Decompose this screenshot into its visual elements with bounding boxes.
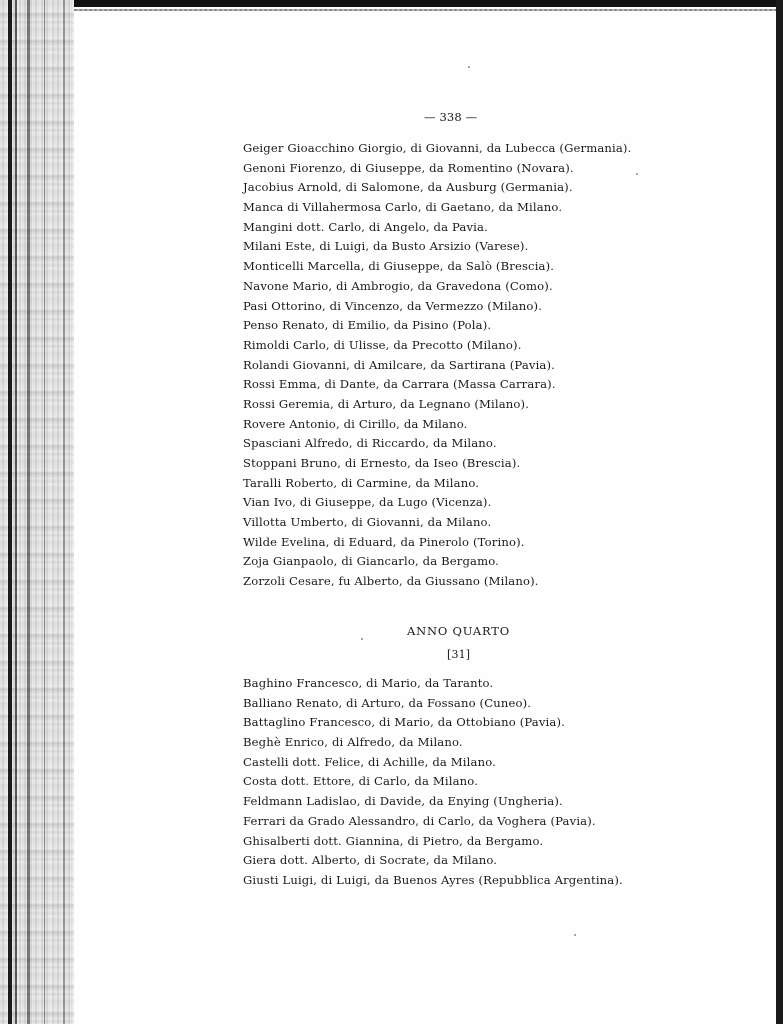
book-binding: [0, 0, 74, 1024]
page-number: — 338 —: [424, 110, 478, 124]
list-item: Jacobius Arnold, di Salomone, da Ausburg (Germania).: [243, 180, 573, 195]
list-item: Vian Ivo, di Giuseppe, da Lugo (Vicenza).: [243, 495, 492, 510]
scan-speck: [574, 934, 576, 936]
list-item: Penso Renato, di Emilio, da Pisino (Pola).: [243, 318, 492, 333]
section-count: [31]: [447, 648, 471, 661]
list-item: Feldmann Ladislao, di Davide, da Enying (Ungheria).: [243, 794, 563, 809]
list-item: Rossi Emma, di Dante, da Carrara (Massa Carrara).: [243, 377, 556, 392]
list-item: Taralli Roberto, di Carmine, da Milano.: [243, 475, 480, 490]
list-item: Costa dott. Ettore, di Carlo, da Milano.: [243, 774, 479, 789]
list-item: Geiger Gioacchino Giorgio, di Giovanni, da Lubecca (Germania).: [243, 141, 632, 155]
list-item: Navone Mario, di Ambrogio, da Gravedona (Como).: [243, 278, 553, 293]
scan-speck: [468, 66, 470, 68]
list-item: Giera dott. Alberto, di Socrate, da Milano.: [243, 853, 498, 868]
scan-top-rule: [70, 9, 783, 11]
list-item: Rimoldi Carlo, di Ulisse, da Precotto (Milano).: [243, 337, 522, 352]
list-item: Villotta Umberto, di Giovanni, da Milano.: [243, 515, 492, 530]
list-item: Milani Este, di Luigi, da Busto Arsizio (Varese).: [243, 239, 529, 254]
list-item: Ghisalberti dott. Giannina, di Pietro, da Bergamo.: [243, 833, 544, 848]
scan-right-edge: [776, 0, 783, 1024]
list-item: Manca di Villahermosa Carlo, di Gaetano, da Milano.: [243, 200, 563, 215]
list-item: Zorzoli Cesare, fu Alberto, da Giussano (Milano).: [243, 574, 539, 589]
list-item: Genoni Fiorenzo, di Giuseppe, da Romentino (Novara).: [243, 160, 574, 175]
list-item: Giusti Luigi, di Luigi, da Buenos Ayres (Repubblica Argentina).: [243, 872, 623, 887]
binding-texture: [0, 0, 74, 1024]
scan-speck: [636, 173, 638, 175]
list-item: Spasciani Alfredo, di Riccardo, da Milano.: [243, 436, 497, 451]
list-item: Monticelli Marcella, di Giuseppe, da Salò (Brescia).: [243, 259, 555, 274]
list-item: Mangini dott. Carlo, di Angelo, da Pavia.: [243, 219, 488, 234]
list-item: Balliano Renato, di Arturo, da Fossano (Cuneo).: [243, 695, 532, 710]
list-item: Ferrari da Grado Alessandro, di Carlo, da Voghera (Pavia).: [243, 813, 596, 828]
section-heading: ANNO QUARTO: [407, 624, 510, 638]
entry-list-section-two: [243, 674, 623, 891]
list-item: Stoppani Bruno, di Ernesto, da Iseo (Brescia).: [243, 456, 521, 470]
list-item: Beghè Enrico, di Alfredo, da Milano.: [243, 735, 463, 750]
list-item: Rovere Antonio, di Cirillo, da Milano.: [243, 416, 468, 431]
list-item: Rolandi Giovanni, di Amilcare, da Sartirana (Pavia).: [243, 357, 556, 372]
list-item: Pasi Ottorino, di Vincenzo, da Vermezzo (Milano).: [243, 298, 543, 313]
entry-list-section-one: [243, 139, 631, 592]
list-item: Wilde Evelina, di Eduard, da Pinerolo (Torino).: [243, 534, 525, 549]
list-item: Baghino Francesco, di Mario, da Taranto.: [243, 676, 494, 690]
list-item: Zoja Gianpaolo, di Giancarlo, da Bergamo.: [243, 554, 499, 569]
scan-top-edge: [0, 0, 783, 7]
scan-speck: [361, 638, 363, 640]
list-item: Battaglino Francesco, di Mario, da Ottobiano (Pavia).: [243, 715, 565, 730]
list-item: Rossi Geremia, di Arturo, da Legnano (Milano).: [243, 396, 530, 411]
list-item: Castelli dott. Felice, di Achille, da Milano.: [243, 754, 496, 769]
